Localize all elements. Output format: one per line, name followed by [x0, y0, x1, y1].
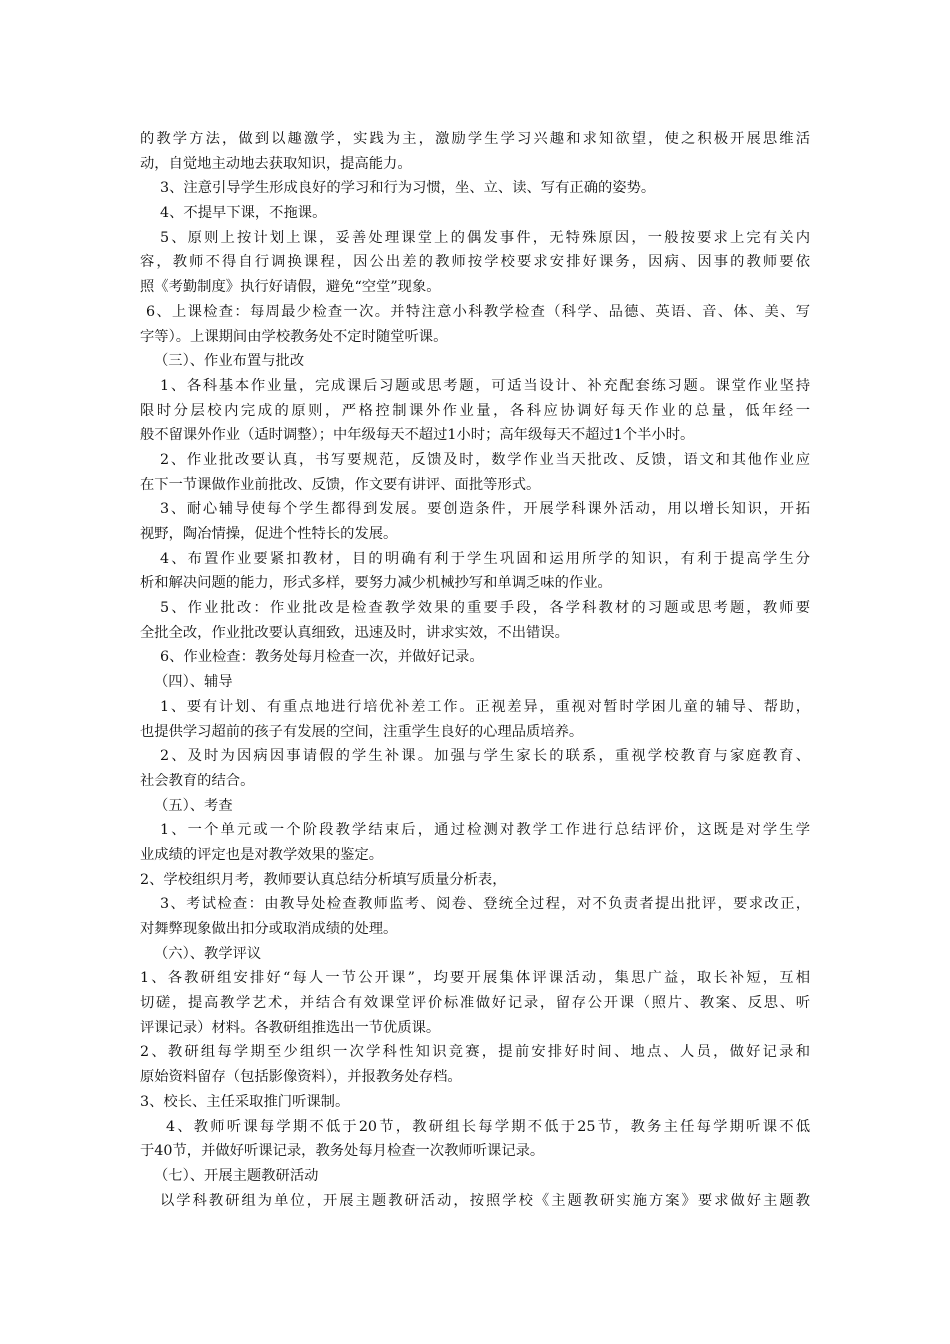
- text-line: 3、考试检查：由教导处检查教师监考、阅卷、登统全过程，对不负责者提出批评，要求改正，: [160, 896, 810, 913]
- text-line: （四）、辅导: [154, 674, 233, 691]
- text-line: 照《考勤制度》执行好请假，避免“空堂”现象。: [140, 279, 441, 296]
- text-line: 切磋，提高教学艺术，并结合有效课堂评价标准做好记录，留存公开课（照片、教案、反思、听: [140, 995, 810, 1012]
- document-body: [140, 127, 810, 1213]
- text-line: 于40节，并做好听课记录，教务处每月检查一次教师听课记录。: [140, 1143, 545, 1160]
- text-line: 2、及时为因病因事请假的学生补课。加强与学生家长的联系，重视学校教育与家庭教育、: [160, 748, 810, 765]
- text-line: 的教学方法，做到以趣激学，实践为主，激励学生学习兴趣和求知欲望，使之积极开展思维活: [140, 131, 810, 147]
- text-line: 容，教师不得自行调换课程，因公出差的教师按学校要求安排好课务，因病、因事的教师要依: [140, 254, 810, 271]
- text-line: （七）、开展主题教研活动: [154, 1167, 319, 1184]
- text-line: 限时分层校内完成的原则，严格控制课外作业量，各科应协调好每天作业的总量，低年经一: [140, 402, 810, 419]
- text-line: 全批全改，作业批改要认真细致，迅速及时，讲求实效，不出错误。: [140, 624, 569, 641]
- text-line: 视野，陶冶情操，促进个性特长的发展。: [140, 526, 398, 542]
- text-line: （五）、考查: [154, 797, 233, 814]
- text-line: 3、注意引导学生形成良好的学习和行为习惯，坐、立、读、写有正确的姿势。: [160, 180, 656, 197]
- text-line: 也提供学习超前的孩子有发展的空间，注重学生良好的心理品质培养。: [140, 723, 584, 740]
- text-line: 2、作业批改要认真，书写要规范，反馈及时，数学作业当天批改、反馈，语文和其他作业应: [160, 451, 810, 468]
- text-line: 4、不提早下课，不拖课。: [160, 205, 327, 222]
- text-line: 1、一个单元或一个阶段教学结束后，通过检测对教学工作进行总结评价，这既是对学生学: [160, 822, 810, 839]
- text-line: 2、教研组每学期至少组织一次学科性知识竞赛，提前安排好时间、地点、人员，做好记录和: [140, 1044, 810, 1061]
- text-line: 2、学校组织月考，教师要认真总结分析填写质量分析表，: [140, 871, 507, 888]
- text-line: （三）、作业布置与批改: [154, 353, 305, 370]
- text-line: 在下一节课做作业前批改、反馈，作文要有讲评、面批等形式。: [140, 476, 541, 493]
- text-line: 1、各教研组安排好“每人一节公开课”，均要开展集体评课活动，集思广益，取长补短，互相: [140, 970, 810, 987]
- text-line: 字等）。上课期间由学校教务处不定时随堂听课。: [140, 328, 448, 345]
- text-line: 5、作业批改：作业批改是检查教学效果的重要手段，各学科教材的习题或思考题，教师要: [160, 600, 810, 617]
- text-line: 业成绩的评定也是对教学效果的鉴定。: [140, 846, 384, 863]
- text-line: 原始资料留存（包括影像资料），并报教务处存档。: [140, 1069, 462, 1086]
- text-line: 3、耐心辅导使每个学生都得到发展。要创造条件，开展学科课外活动，用以增长知识，开拓: [160, 501, 810, 518]
- text-line: 6、上课检查：每周最少检查一次。并特注意小科教学检查（科学、品德、英语、音、体、美、写: [146, 303, 810, 320]
- text-line: 动，自觉地主动地去获取知识，提高能力。: [140, 155, 412, 172]
- text-line: 对舞弊现象做出扣分或取消成绩的处理。: [140, 921, 398, 937]
- text-line: 3、校长、主任采取推门听课制。: [140, 1093, 350, 1110]
- text-line: 1、各科基本作业量，完成课后习题或思考题，可适当设计、补充配套练习题。课堂作业坚持: [160, 377, 810, 394]
- text-line: 以学科教研组为单位，开展主题教研活动，按照学校《主题教研实施方案》要求做好主题教: [160, 1192, 810, 1209]
- text-line: （六）、教学评议: [154, 945, 262, 962]
- text-line: 1、要有计划、有重点地进行培优补差工作。正视差异，重视对暂时学困儿童的辅导、帮助，: [160, 698, 810, 715]
- text-line: 5、原则上按计划上课，妥善处理课堂上的偶发事件，无特殊原因，一般按要求上完有关内: [160, 229, 810, 246]
- text-line: 评课记录）材料。各教研组推选出一节优质课。: [140, 1019, 441, 1036]
- text-line: 析和解决问题的能力，形式多样，要努力减少机械抄写和单调乏味的作业。: [140, 575, 612, 592]
- text-line: 4、布置作业要紧扣教材，目的明确有利于学生巩固和运用所学的知识，有利于提高学生分: [160, 550, 810, 567]
- text-line: 般不留课外作业（适时调整）；中年级每天不超过1小时；高年级每天不超过1个半小时。: [140, 427, 695, 444]
- text-line: 4、教师听课每学期不低于20节，教研组长每学期不低于25节，教务主任每学期听课不低: [166, 1118, 810, 1135]
- text-line: 6、作业检查：教务处每月检查一次，并做好记录。: [160, 649, 484, 666]
- text-line: 社会教育的结合。: [140, 772, 255, 789]
